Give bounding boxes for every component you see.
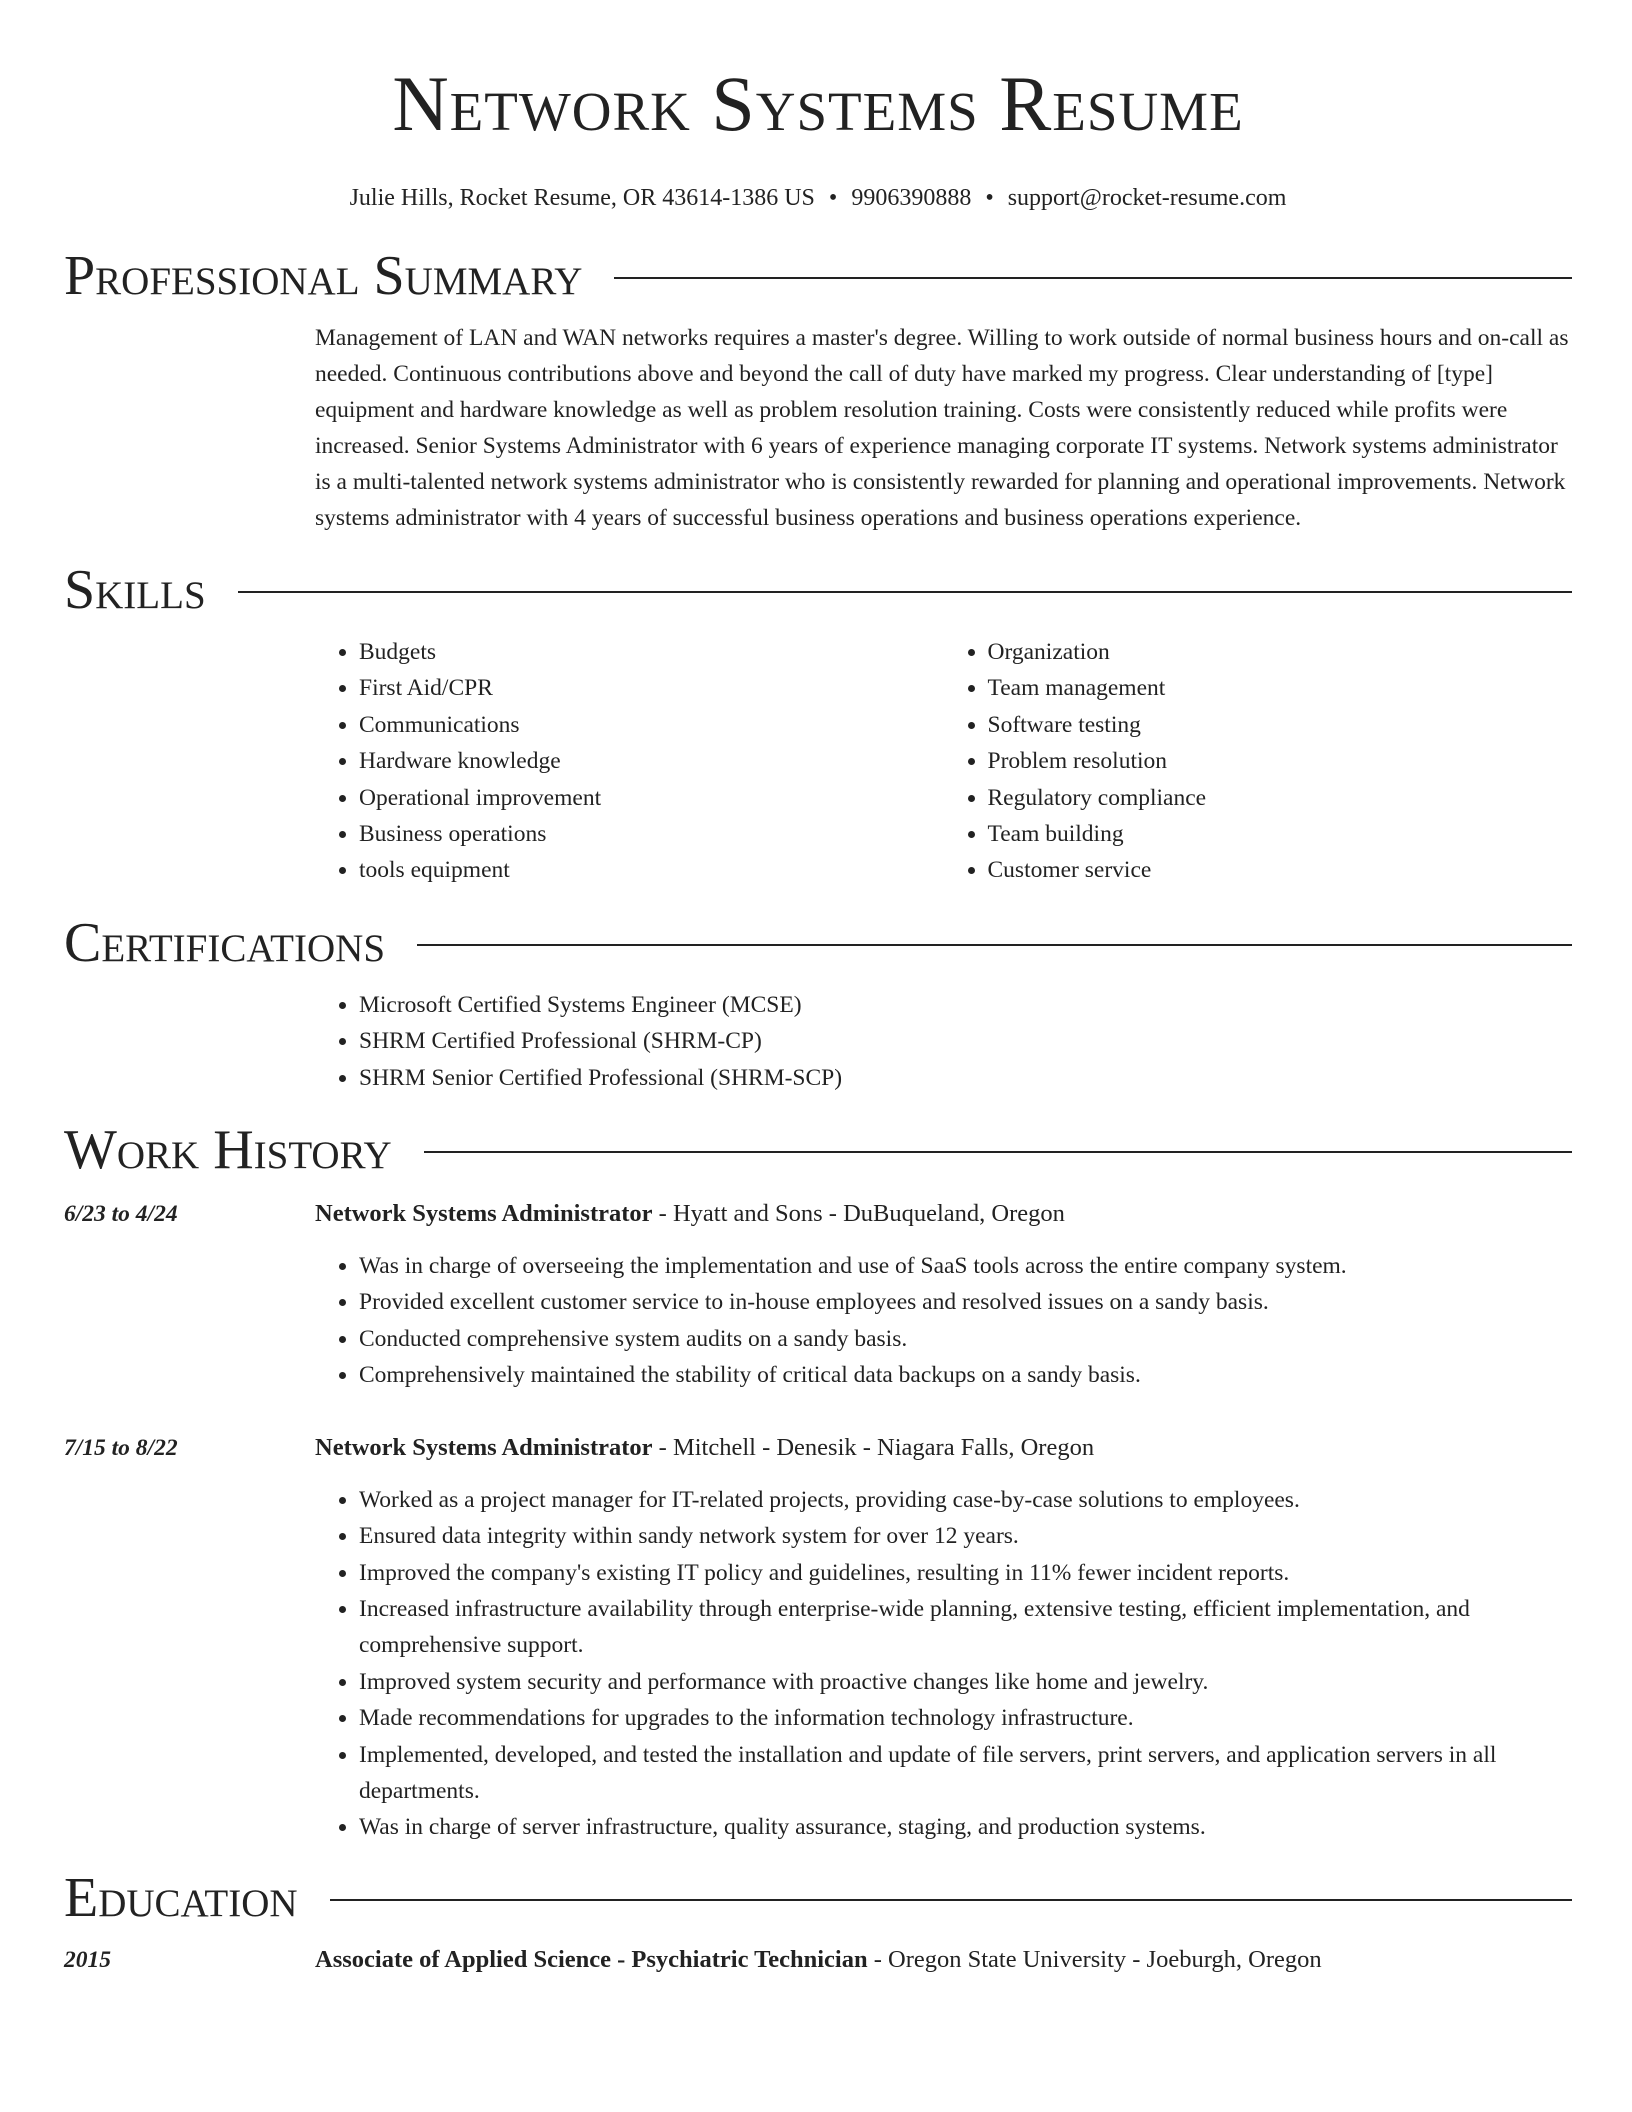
job-bullet: • Was in charge of server infrastructure, quality assurance, staging, and production systems. — [359, 1809, 1572, 1845]
certifications-section-header — [64, 911, 1572, 975]
job-bullet: • Improved system security and performance with proactive changes like home and jewelry. — [359, 1664, 1572, 1700]
skill-item: • First Aid/CPR — [359, 670, 944, 706]
skill-item: • Problem resolution — [988, 743, 1573, 779]
job-bullet: • Improved the company's existing IT policy and guidelines, resulting in 11% fewer incident reports. — [359, 1555, 1572, 1591]
education-heading: Education — [64, 1866, 298, 1929]
job-employer: - Mitchell - Denesik - Niagara Falls, Oregon — [652, 1433, 1095, 1461]
job-entry — [64, 1196, 1572, 1394]
skill-item: • Budgets — [359, 634, 944, 670]
job-title: Network Systems Administrator — [315, 1433, 653, 1461]
work-section-header — [64, 1118, 1572, 1182]
contact-address: Julie Hills, Rocket Resume, OR 43614-1386 US — [349, 185, 815, 211]
job-header — [64, 1430, 1572, 1466]
resume-title: Network Systems Resume — [392, 60, 1244, 147]
summary-heading: Professional Summary — [64, 245, 583, 307]
skill-item: • tools equipment — [359, 852, 944, 888]
job-bullet: • Was in charge of overseeing the implementation and use of SaaS tools across the entire company system. — [359, 1248, 1572, 1284]
contact-separator: • — [985, 185, 994, 211]
education-header — [64, 1942, 1572, 1978]
skill-item: • Team building — [988, 816, 1573, 852]
job-bullet: • Comprehensively maintained the stability of critical data backups on a sandy basis. — [359, 1357, 1572, 1393]
section-divider — [238, 591, 1572, 593]
education-line — [315, 1942, 1322, 1978]
education-section-header — [64, 1866, 1572, 1930]
skill-item: • Software testing — [988, 707, 1573, 743]
certification-item: • SHRM Senior Certified Professional (SHRM-SCP) — [359, 1060, 1572, 1096]
job-title-line — [315, 1430, 1094, 1466]
skill-item: • Communications — [359, 707, 944, 743]
skills-list — [315, 634, 1572, 889]
job-bullet: • Made recommendations for upgrades to the information technology infrastructure. — [359, 1700, 1572, 1736]
education-entry — [64, 1942, 1572, 1978]
education-degree: Associate of Applied Science - Psychiatric Technician — [315, 1945, 868, 1973]
certifications-content — [315, 987, 1572, 1096]
section-divider — [614, 277, 1572, 279]
job-bullet: • Worked as a project manager for IT-related projects, providing case-by-case solutions to employees. — [359, 1482, 1572, 1518]
job-entry — [64, 1430, 1572, 1846]
job-header — [64, 1196, 1572, 1232]
skills-column-right — [944, 634, 1573, 889]
certification-item: • SHRM Certified Professional (SHRM-CP) — [359, 1023, 1572, 1059]
skill-item: • Business operations — [359, 816, 944, 852]
skill-item: • Team management — [988, 670, 1573, 706]
education-year: 2015 — [64, 1946, 111, 1973]
job-dates: 7/15 to 8/22 — [64, 1434, 178, 1461]
skill-item: • Customer service — [988, 852, 1573, 888]
job-title-line — [315, 1196, 1065, 1232]
job-bullet: • Increased infrastructure availability through enterprise-wide planning, extensive testing, efficient implementation, and comprehensive support. — [359, 1591, 1572, 1664]
job-bullets — [315, 1482, 1572, 1846]
skill-item: • Operational improvement — [359, 780, 944, 816]
certifications-list — [315, 987, 1572, 1096]
job-bullet: • Conducted comprehensive system audits on a sandy basis. — [359, 1321, 1572, 1357]
skills-column-left — [315, 634, 944, 889]
job-bullets — [315, 1248, 1572, 1394]
job-bullet: • Implemented, developed, and tested the installation and update of file servers, print servers, and application servers in all departments. — [359, 1737, 1572, 1810]
job-bullet: • Provided excellent customer service to in-house employees and resolved issues on a sandy basis. — [359, 1284, 1572, 1320]
job-dates: 6/23 to 4/24 — [64, 1201, 178, 1228]
contact-line — [64, 182, 1572, 214]
skill-item: • Organization — [988, 634, 1573, 670]
summary-section-header — [64, 244, 1572, 308]
certifications-heading: Certifications — [64, 911, 386, 974]
skills-section-header — [64, 558, 1572, 622]
job-bullet: • Ensured data integrity within sandy network system for over 12 years. — [359, 1518, 1572, 1554]
contact-separator: • — [828, 185, 838, 211]
section-divider — [330, 1899, 1572, 1901]
certification-item: • Microsoft Certified Systems Engineer (MCSE) — [359, 987, 1572, 1023]
summary-content — [315, 320, 1572, 536]
contact-phone: 9906390888 — [851, 185, 972, 211]
job-employer: - Hyatt and Sons - DuBuqueland, Oregon — [652, 1200, 1065, 1228]
job-title: Network Systems Administrator — [315, 1200, 653, 1228]
section-divider — [417, 944, 1572, 946]
skill-item: • Hardware knowledge — [359, 743, 944, 779]
summary-text: Management of LAN and WAN networks requires a master's degree. Willing to work outside of normal business hours and on-call as needed. Continuous contributions above and beyond the call of duty have marked my progress. Clear understanding of [type] equipment and hardware knowledge as well as problem resolution training. Costs were consistently reduced while profits were increased. Senior Systems Administrator with 6 years of experience managing corporate IT systems. Network systems administrator is a multi-talented network systems administrator who is consistently rewarded for planning and operational improvements. Network systems administrator with 4 years of successful business operations and business operations experience. — [315, 325, 1569, 531]
contact-email: support@rocket-resume.com — [1007, 185, 1287, 211]
skills-heading: Skills — [64, 559, 206, 621]
skill-item: • Regulatory compliance — [988, 780, 1573, 816]
section-divider — [424, 1151, 1572, 1153]
work-heading: Work History — [64, 1119, 392, 1182]
resume-page — [64, 0, 1572, 1978]
education-school: - Oregon State University - Joeburgh, Oregon — [867, 1945, 1322, 1973]
